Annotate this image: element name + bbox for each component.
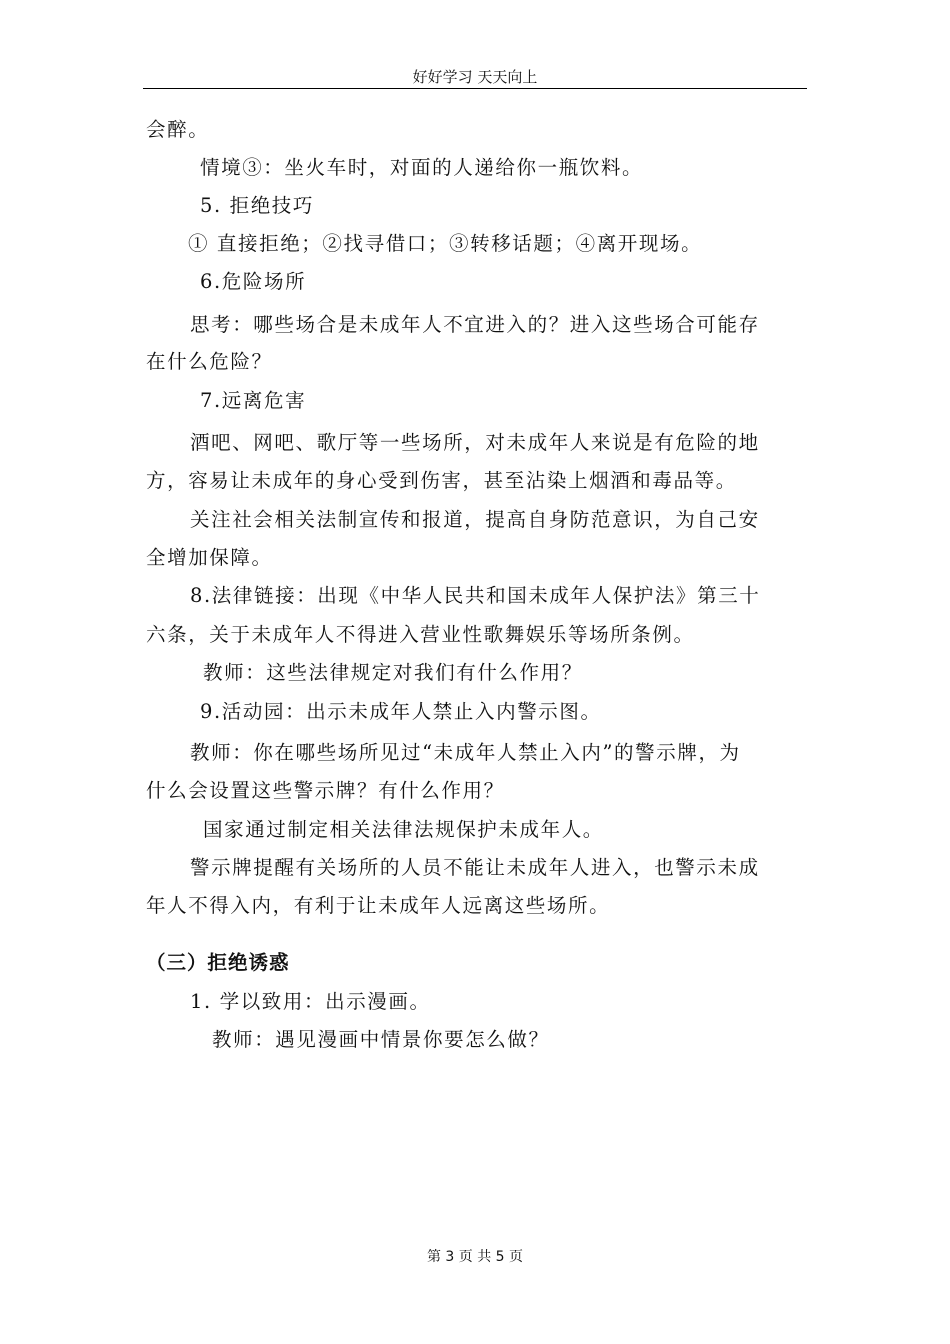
text-line: 警示牌提醒有关场所的人员不能让未成年人进入，也警示未成 xyxy=(190,856,760,879)
text-line: 年人不得入内，有利于让未成年人远离这些场所。 xyxy=(146,894,611,917)
text-line: 什么会设置这些警示牌？有什么作用？ xyxy=(146,779,505,802)
text-line: 会醉。 xyxy=(146,118,210,141)
text-line: 思考：哪些场合是未成年人不宜进入的？进入这些场合可能存 xyxy=(190,313,760,336)
text-line: 全增加保障。 xyxy=(146,546,273,569)
text-line: 教师：这些法律规定对我们有什么作用？ xyxy=(203,661,583,684)
section-heading: 5. 拒绝技巧 xyxy=(200,194,315,217)
section-heading: 7.远离危害 xyxy=(200,389,307,412)
header-divider xyxy=(143,88,807,89)
section-heading: 6.危险场所 xyxy=(200,270,307,293)
text-line: 1. 学以致用：出示漫画。 xyxy=(190,990,431,1013)
text-line: 国家通过制定相关法律法规保护未成年人。 xyxy=(203,818,604,841)
section-heading: 9.活动园：出示未成年人禁止入内警示图。 xyxy=(200,700,602,723)
section-title: （三）拒绝诱惑 xyxy=(146,951,290,974)
text-line: 在什么危险？ xyxy=(146,350,273,373)
section-heading: 8.法律链接：出现《中华人民共和国未成年人保护法》第三十 xyxy=(190,584,761,607)
text-line: ① 直接拒绝；②找寻借口；③转移话题；④离开现场。 xyxy=(188,232,703,255)
page-header: 好好学习 天天向上 xyxy=(412,68,538,86)
text-line: 教师：遇见漫画中情景你要怎么做？ xyxy=(212,1028,550,1051)
text-line: 方，容易让未成年的身心受到伤害，甚至沾染上烟酒和毒品等。 xyxy=(146,469,737,492)
text-line: 关注社会相关法制宣传和报道，提高自身防范意识，为自己安 xyxy=(190,508,760,531)
page-number: 第 3 页 共 5 页 xyxy=(426,1249,524,1265)
text-line: 教师：你在哪些场所见过“未成年人禁止入内”的警示牌，为 xyxy=(190,741,741,764)
text-line: 酒吧、网吧、歌厅等一些场所，对未成年人来说是有危险的地 xyxy=(190,431,760,454)
text-line: 情境③：坐火车时，对面的人递给你一瓶饮料。 xyxy=(200,156,644,179)
text-line: 六条，关于未成年人不得进入营业性歌舞娱乐等场所条例。 xyxy=(146,623,695,646)
